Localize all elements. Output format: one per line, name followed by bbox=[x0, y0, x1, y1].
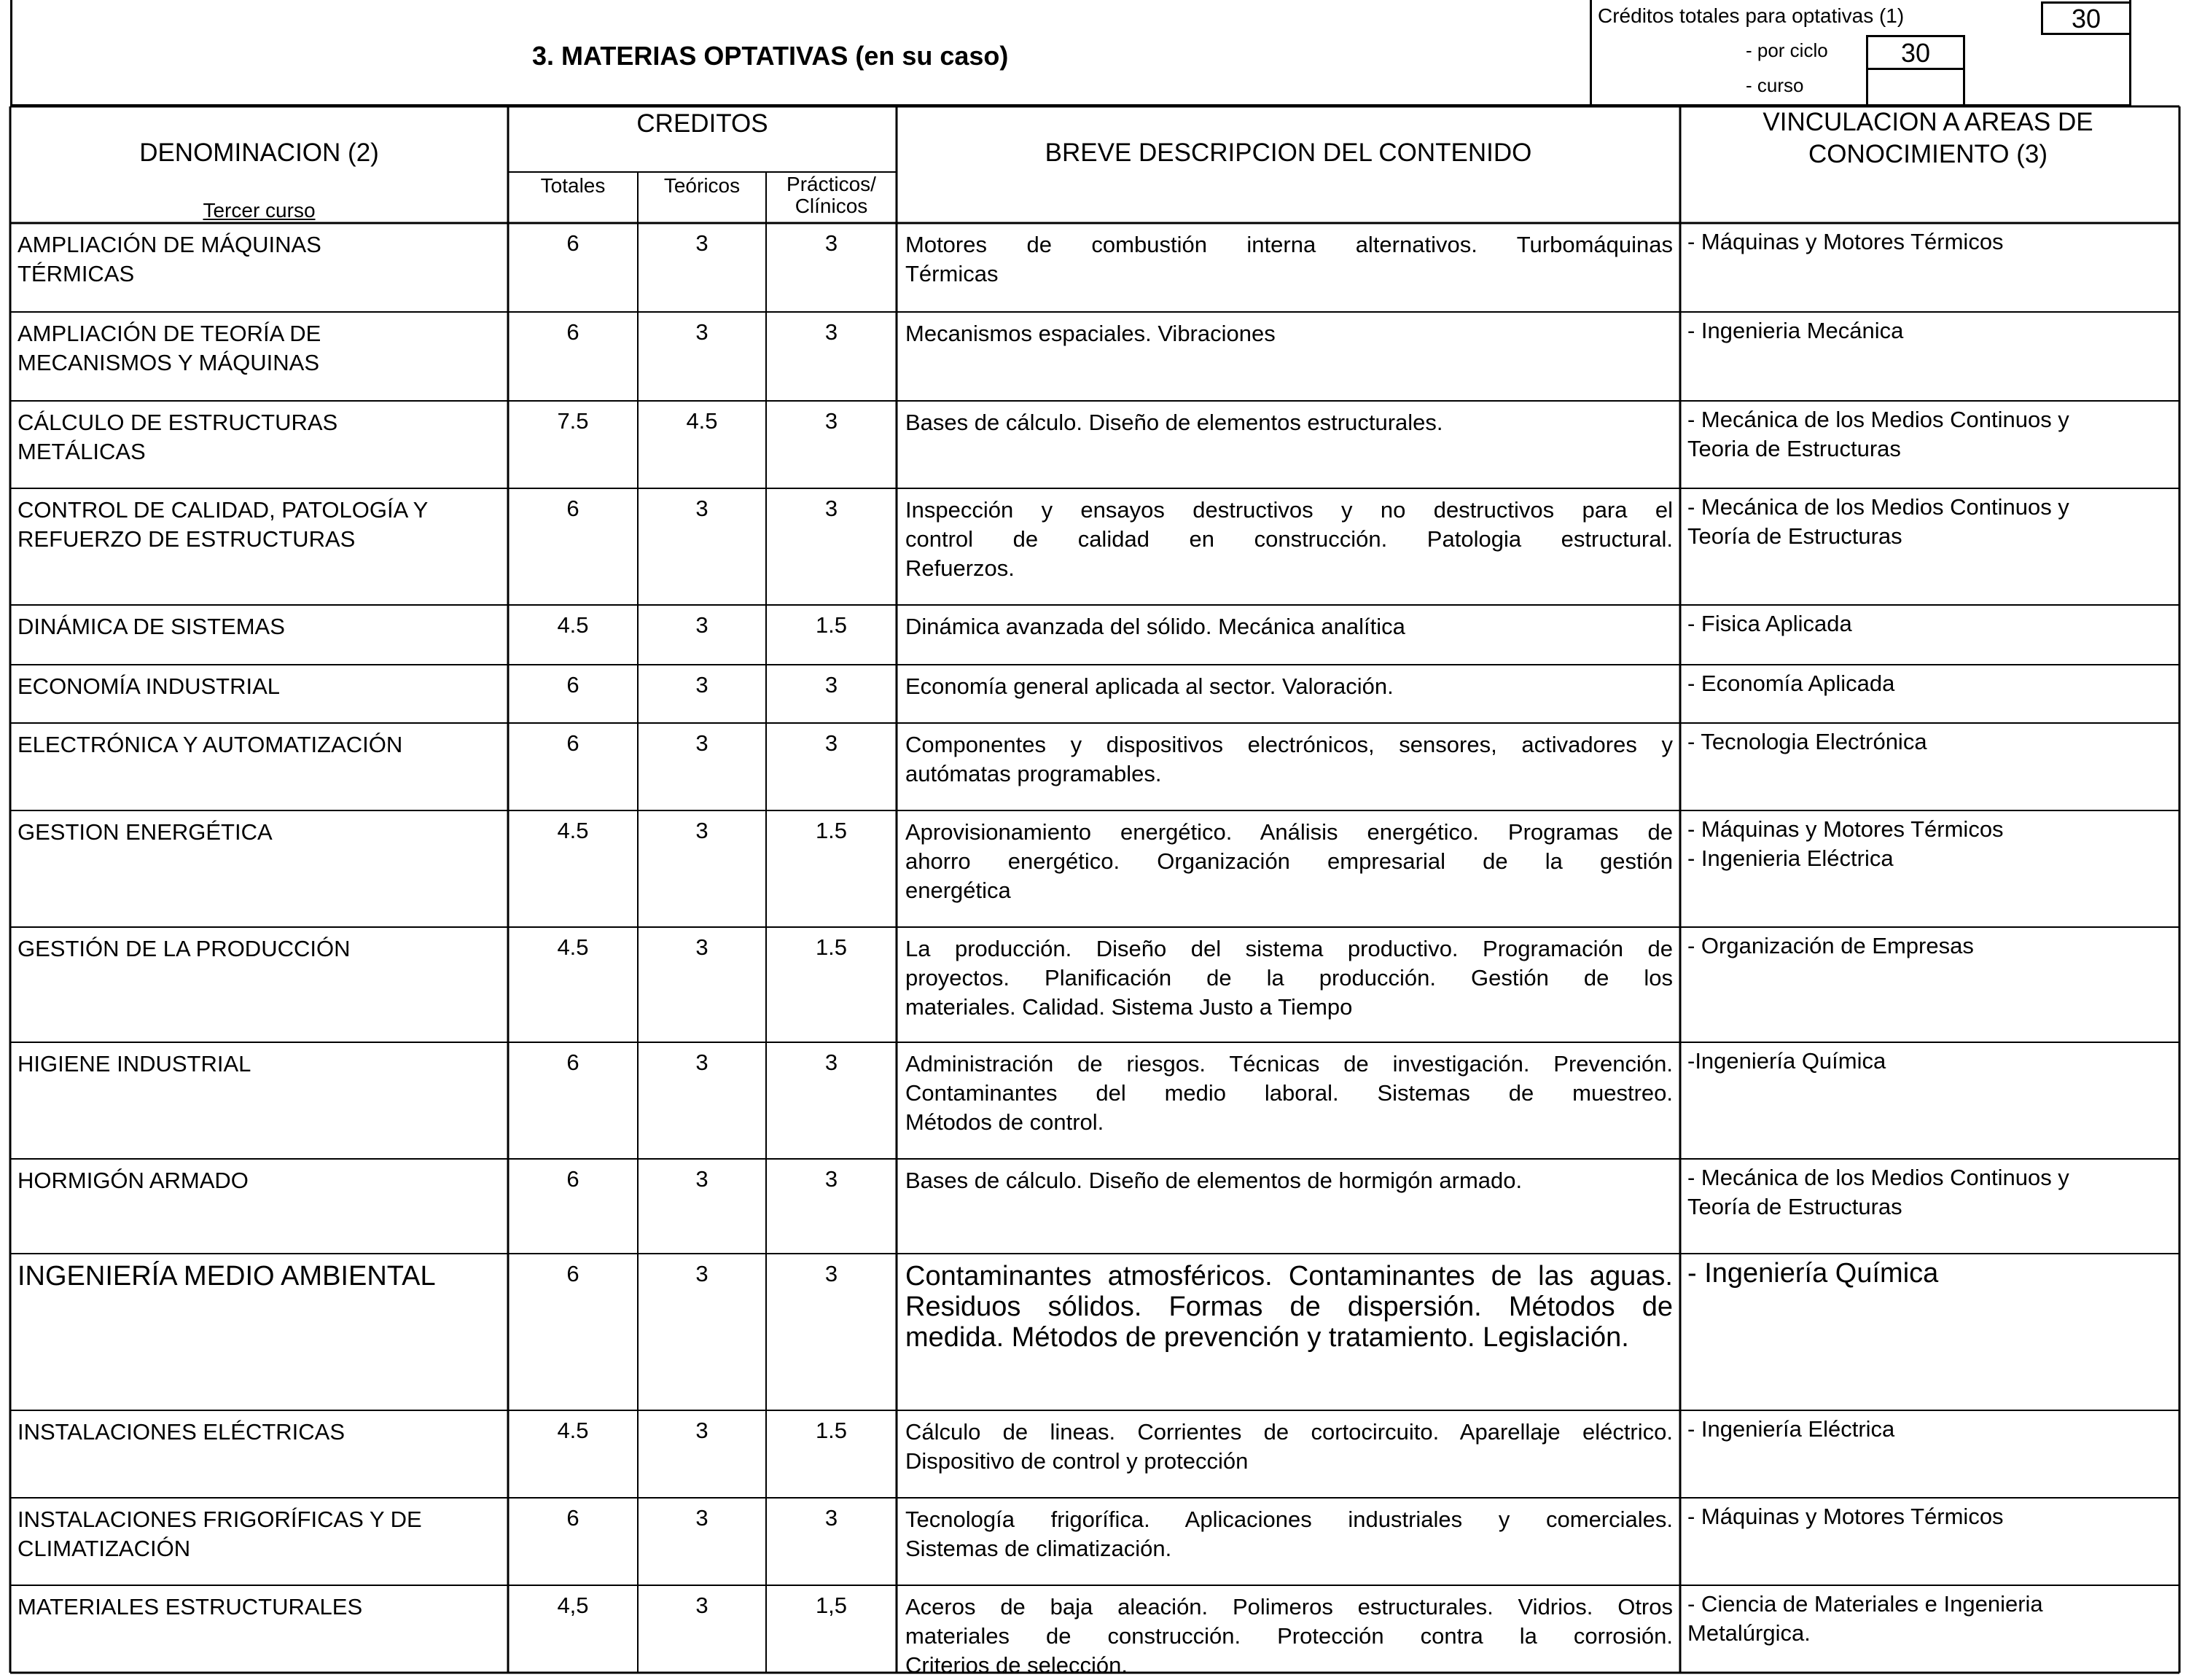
area-line: - Mecánica de los Medios Continuos y bbox=[1687, 494, 2069, 520]
subject-name bbox=[17, 1166, 504, 1195]
credits-theory: 3 bbox=[695, 1261, 709, 1286]
subject-description bbox=[905, 672, 1673, 701]
description-line: Cálculo de lineas. Corrientes de cortocircuito. Aparellaje eléctrico. bbox=[905, 1419, 1673, 1445]
subject-name bbox=[17, 319, 504, 378]
subject-name-line: ELECTRÓNICA Y AUTOMATIZACIÓN bbox=[17, 732, 403, 757]
credits-total: 6 bbox=[566, 496, 579, 521]
credits-practice: 3 bbox=[824, 1050, 838, 1075]
credits-theory: 3 bbox=[695, 1593, 709, 1618]
credits-practice: 3 bbox=[824, 408, 838, 434]
knowledge-areas bbox=[1687, 609, 2177, 638]
credits-theory: 3 bbox=[695, 1505, 709, 1531]
credits-total: 4.5 bbox=[557, 612, 589, 638]
description-line: ahorro energético. Organización empresarial de la gestión bbox=[905, 848, 1673, 874]
subject-description bbox=[905, 1505, 1673, 1563]
description-line: Métodos de control. bbox=[905, 1109, 1104, 1135]
area-line: - Fisica Aplicada bbox=[1687, 611, 1852, 636]
credits-practice: 3 bbox=[824, 1166, 838, 1192]
area-line: - Ingenieria Mecánica bbox=[1687, 318, 1904, 343]
total-credits-label: Créditos totales para optativas (1) bbox=[1598, 4, 1905, 27]
description-line: Aprovisionamiento energético. Análisis energético. Programas de bbox=[905, 819, 1673, 845]
description-line: materiales. Calidad. Sistema Justo a Tiempo bbox=[905, 994, 1353, 1020]
subject-name bbox=[17, 408, 504, 466]
description-line: Bases de cálculo. Diseño de elementos de hormigón armado. bbox=[905, 1168, 1523, 1193]
per-cycle-value: 30 bbox=[1866, 35, 1965, 70]
description-line: Inspección y ensayos destructivos y no destructivos para el bbox=[905, 497, 1673, 523]
credits-total: 4.5 bbox=[557, 934, 589, 960]
subject-description bbox=[905, 1418, 1673, 1476]
knowledge-areas bbox=[1687, 405, 2177, 464]
description-line: Motores de combustión interna alternativos. Turbomáquinas bbox=[905, 232, 1673, 257]
subject-name-line: MECANISMOS Y MÁQUINAS bbox=[17, 350, 319, 375]
credits-practice: 3 bbox=[824, 319, 838, 345]
knowledge-areas bbox=[1687, 316, 2177, 345]
description-line: control de calidad en construcción. Patologia estructural. bbox=[905, 526, 1673, 552]
description-line: Administración de riesgos. Técnicas de investigación. Prevención. bbox=[905, 1051, 1673, 1077]
credits-practice: 1.5 bbox=[815, 934, 848, 960]
subject-name bbox=[17, 672, 504, 701]
col-header-vinculacion bbox=[1680, 106, 2176, 171]
knowledge-areas bbox=[1687, 1163, 2177, 1222]
credits-practice: 1,5 bbox=[815, 1593, 848, 1618]
credits-total: 6 bbox=[566, 672, 579, 698]
subject-name bbox=[17, 818, 504, 847]
knowledge-areas bbox=[1687, 493, 2177, 551]
credits-theory: 3 bbox=[695, 612, 709, 638]
subject-name bbox=[17, 934, 504, 964]
subject-description bbox=[905, 408, 1673, 437]
vinculacion-line-1: VINCULACION A AREAS DE bbox=[1763, 108, 2093, 136]
description-line: Mecanismos espaciales. Vibraciones bbox=[905, 321, 1276, 346]
subject-name-line: CÁLCULO DE ESTRUCTURAS bbox=[17, 410, 338, 435]
description-line: materiales de construcción. Protección contra la corrosión. bbox=[905, 1623, 1673, 1649]
credits-practice: 3 bbox=[824, 1505, 838, 1531]
knowledge-areas bbox=[1687, 1047, 2177, 1076]
area-line: - Mecánica de los Medios Continuos y bbox=[1687, 407, 2069, 432]
subject-name-line: INSTALACIONES ELÉCTRICAS bbox=[17, 1419, 346, 1445]
credits-practice: 3 bbox=[824, 672, 838, 698]
subject-name bbox=[17, 1593, 504, 1622]
col-header-descripcion: BREVE DESCRIPCION DEL CONTENIDO bbox=[1045, 138, 1532, 167]
subject-name-line: AMPLIACIÓN DE MÁQUINAS bbox=[17, 232, 321, 257]
credits-practice: 3 bbox=[824, 1261, 838, 1286]
subject-name-line: MATERIALES ESTRUCTURALES bbox=[17, 1594, 363, 1620]
subject-name bbox=[17, 230, 504, 289]
credits-practice: 3 bbox=[824, 730, 838, 756]
subject-name-line: REFUERZO DE ESTRUCTURAS bbox=[17, 526, 356, 552]
description-line: Contaminantes atmosféricos. Contaminantes de las aguas. bbox=[905, 1261, 1673, 1292]
knowledge-areas bbox=[1687, 1415, 2177, 1444]
subject-description bbox=[905, 934, 1673, 1022]
area-line: - Tecnologia Electrónica bbox=[1687, 729, 1927, 754]
knowledge-areas bbox=[1687, 227, 2177, 257]
subject-description bbox=[905, 1261, 1673, 1353]
subject-description bbox=[905, 1593, 1673, 1680]
area-line: Teoría de Estructuras bbox=[1687, 1194, 1902, 1219]
total-credits-value: 30 bbox=[2041, 1, 2131, 35]
section-title: 3. MATERIAS OPTATIVAS (en su caso) bbox=[532, 41, 1009, 71]
vinculacion-line-2: CONOCIMIENTO (3) bbox=[1808, 140, 2048, 168]
description-line: Residuos sólidos. Formas de dispersión. Métodos de bbox=[905, 1292, 1673, 1322]
credits-theory: 3 bbox=[695, 1418, 709, 1443]
per-course-label: - curso bbox=[1746, 74, 1804, 96]
subject-name bbox=[17, 1418, 504, 1447]
subject-name-line: HIGIENE INDUSTRIAL bbox=[17, 1051, 251, 1077]
subject-name-line: INGENIERÍA MEDIO AMBIENTAL bbox=[17, 1261, 436, 1292]
credits-practice: 3 bbox=[824, 230, 838, 256]
credits-theory: 3 bbox=[695, 319, 709, 345]
description-line: Criterios de selección. bbox=[905, 1652, 1128, 1678]
description-line: Térmicas bbox=[905, 261, 999, 286]
description-line: Componentes y dispositivos electrónicos, sensores, activadores y bbox=[905, 732, 1673, 757]
subject-name-line: INSTALACIONES FRIGORÍFICAS Y DE bbox=[17, 1507, 422, 1532]
area-line: - Ingenieria Eléctrica bbox=[1687, 845, 1894, 871]
area-line: - Máquinas y Motores Térmicos bbox=[1687, 816, 2004, 842]
credits-total: 6 bbox=[566, 1050, 579, 1075]
description-line: autómatas programables. bbox=[905, 761, 1162, 786]
subject-name-line: GESTIÓN DE LA PRODUCCIÓN bbox=[17, 936, 351, 961]
col-header-creditos: CREDITOS bbox=[636, 109, 768, 138]
credits-theory: 3 bbox=[695, 934, 709, 960]
subject-description bbox=[905, 612, 1673, 641]
subject-description bbox=[905, 1050, 1673, 1137]
credits-total: 4,5 bbox=[557, 1593, 589, 1618]
credits-total: 6 bbox=[566, 730, 579, 756]
subject-description bbox=[905, 496, 1673, 583]
knowledge-areas bbox=[1687, 1258, 2177, 1289]
description-line: Contaminantes del medio laboral. Sistemas de muestreo. bbox=[905, 1080, 1673, 1106]
area-line: - Ingeniería Eléctrica bbox=[1687, 1416, 1895, 1442]
credits-practice: 1.5 bbox=[815, 612, 848, 638]
subject-name-line: CONTROL DE CALIDAD, PATOLOGÍA Y bbox=[17, 497, 429, 523]
description-line: medida. Métodos de prevención y tratamiento. Legislación. bbox=[905, 1322, 1629, 1353]
credits-total: 7.5 bbox=[557, 408, 589, 434]
practicos-line-2: Clínicos bbox=[795, 195, 868, 217]
credits-theory: 3 bbox=[695, 496, 709, 521]
subject-description bbox=[905, 730, 1673, 789]
subject-name bbox=[17, 1505, 504, 1563]
description-line: Economía general aplicada al sector. Valoración. bbox=[905, 673, 1394, 699]
knowledge-areas bbox=[1687, 727, 2177, 757]
credits-theory: 3 bbox=[695, 818, 709, 843]
credits-theory: 3 bbox=[695, 1166, 709, 1192]
credits-practice: 3 bbox=[824, 496, 838, 521]
area-line: Teoria de Estructuras bbox=[1687, 436, 1901, 461]
col-subheader-teoricos: Teóricos bbox=[663, 174, 741, 197]
subject-name bbox=[17, 1261, 504, 1292]
per-course-value bbox=[1866, 70, 1965, 106]
description-line: proyectos. Planificación de la producción. Gestión de los bbox=[905, 965, 1673, 991]
credits-theory: 3 bbox=[695, 672, 709, 698]
subject-name bbox=[17, 612, 504, 641]
description-line: La producción. Diseño del sistema productivo. Programación de bbox=[905, 936, 1673, 961]
credits-total: 6 bbox=[566, 230, 579, 256]
knowledge-areas bbox=[1687, 1590, 2177, 1648]
description-line: Sistemas de climatización. bbox=[905, 1536, 1172, 1561]
credits-theory: 4.5 bbox=[686, 408, 718, 434]
credits-total: 4.5 bbox=[557, 1418, 589, 1443]
col-subheader-tercer-curso: Tercer curso bbox=[203, 199, 316, 222]
subject-name-line: HORMIGÓN ARMADO bbox=[17, 1168, 249, 1193]
credits-total: 6 bbox=[566, 319, 579, 345]
per-cycle-label: - por ciclo bbox=[1746, 39, 1828, 61]
col-subheader-practicos bbox=[766, 173, 897, 217]
subject-name-line: ECONOMÍA INDUSTRIAL bbox=[17, 673, 280, 699]
description-line: Dispositivo de control y protección bbox=[905, 1448, 1249, 1474]
subject-name bbox=[17, 1050, 504, 1079]
subject-name-line: AMPLIACIÓN DE TEORÍA DE bbox=[17, 321, 321, 346]
credits-total: 4.5 bbox=[557, 818, 589, 843]
knowledge-areas bbox=[1687, 1502, 2177, 1531]
credits-practice: 1.5 bbox=[815, 1418, 848, 1443]
area-line: Metalúrgica. bbox=[1687, 1620, 1811, 1646]
credits-theory: 3 bbox=[695, 230, 709, 256]
credits-theory: 3 bbox=[695, 730, 709, 756]
knowledge-areas bbox=[1687, 931, 2177, 961]
area-line: -Ingeniería Química bbox=[1687, 1048, 1886, 1074]
subject-name-line: GESTION ENERGÉTICA bbox=[17, 819, 273, 845]
subject-description bbox=[905, 1166, 1673, 1195]
col-subheader-totales: Totales bbox=[540, 174, 606, 197]
credits-total: 6 bbox=[566, 1166, 579, 1192]
area-line: - Organización de Empresas bbox=[1687, 933, 1974, 958]
subject-name-line: CLIMATIZACIÓN bbox=[17, 1536, 191, 1561]
area-line: - Ingeniería Química bbox=[1687, 1258, 1939, 1289]
description-line: Refuerzos. bbox=[905, 555, 1015, 581]
subject-description bbox=[905, 230, 1673, 289]
area-line: - Máquinas y Motores Térmicos bbox=[1687, 229, 2004, 254]
description-line: Bases de cálculo. Diseño de elementos estructurales. bbox=[905, 410, 1443, 435]
area-line: - Máquinas y Motores Térmicos bbox=[1687, 1504, 2004, 1529]
area-line: - Mecánica de los Medios Continuos y bbox=[1687, 1165, 2069, 1190]
subject-name-line: DINÁMICA DE SISTEMAS bbox=[17, 614, 285, 639]
practicos-line-1: Prácticos/ bbox=[786, 173, 876, 195]
area-line: - Ciencia de Materiales e Ingenieria bbox=[1687, 1591, 2043, 1617]
credits-total: 6 bbox=[566, 1505, 579, 1531]
subject-name bbox=[17, 496, 504, 554]
description-line: Dinámica avanzada del sólido. Mecánica analítica bbox=[905, 614, 1405, 639]
subject-description bbox=[905, 818, 1673, 905]
subject-name-line: METÁLICAS bbox=[17, 439, 146, 464]
description-line: energética bbox=[905, 878, 1011, 903]
col-header-denominacion: DENOMINACION (2) bbox=[139, 138, 379, 167]
description-line: Aceros de baja aleación. Polimeros estructurales. Vidrios. Otros bbox=[905, 1594, 1673, 1620]
area-line: - Economía Aplicada bbox=[1687, 671, 1895, 696]
area-line: Teoría de Estructuras bbox=[1687, 523, 1902, 549]
subject-description bbox=[905, 319, 1673, 348]
credits-theory: 3 bbox=[695, 1050, 709, 1075]
credits-total: 6 bbox=[566, 1261, 579, 1286]
credits-practice: 1.5 bbox=[815, 818, 848, 843]
subject-name-line: TÉRMICAS bbox=[17, 261, 135, 286]
description-line: Tecnología frigorífica. Aplicaciones industriales y comerciales. bbox=[905, 1507, 1673, 1532]
subject-name bbox=[17, 730, 504, 759]
knowledge-areas bbox=[1687, 815, 2177, 873]
knowledge-areas bbox=[1687, 669, 2177, 698]
